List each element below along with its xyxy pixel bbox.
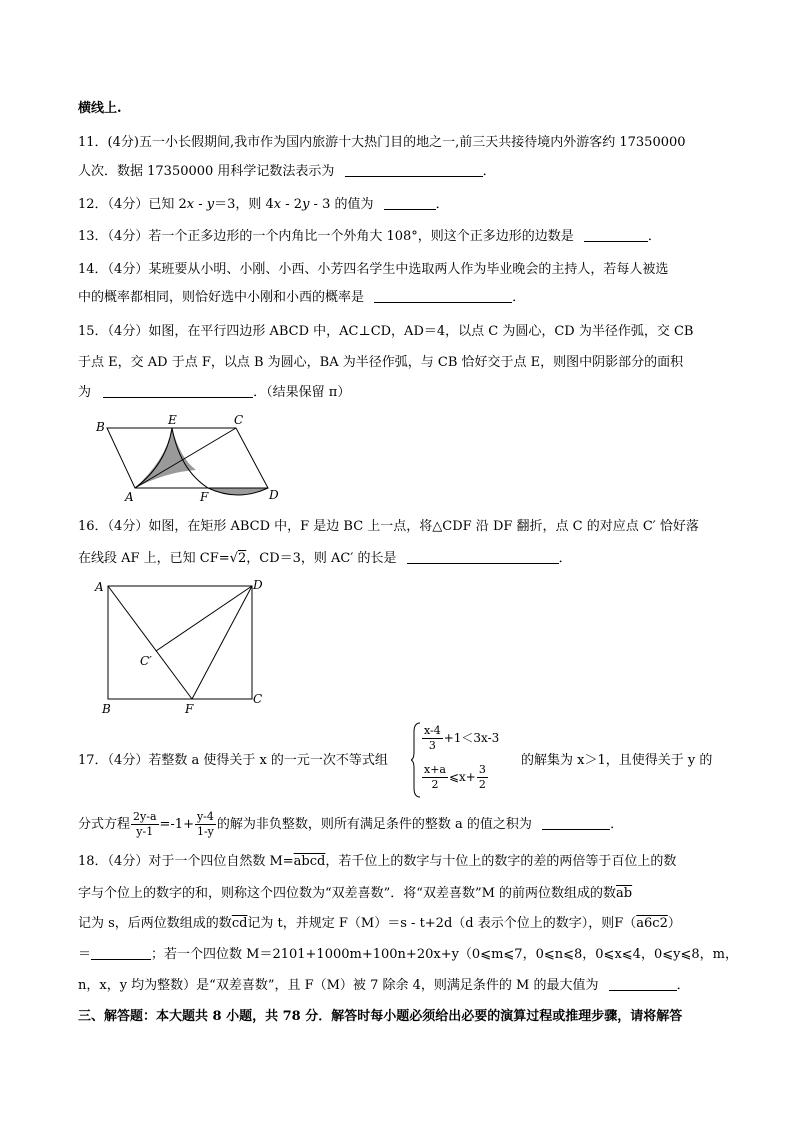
q18-ab: $\overline{ab}$ [616, 886, 633, 901]
q14-line2: 中的概率都相同，则恰好选中小刚和小西的概率是 ． [78, 290, 526, 305]
q17-ineq1-rest: +1＜3x-3 [443, 731, 500, 745]
q12-answer-blank [384, 196, 436, 210]
q11-text: 人次．数据 17350000 用科学记数法表示为 [78, 164, 335, 179]
q16-text-a: 在线段 AF 上，已知 CF= [78, 551, 230, 566]
q13-answer-blank [584, 228, 648, 242]
q11-line2: 人次．数据 17350000 用科学记数法表示为 ． [78, 164, 496, 179]
q18-line3 [78, 915, 681, 933]
q12-prefix: 12．（4分）已知 2 [78, 197, 187, 212]
q15-figure [90, 410, 290, 505]
q15-label-b: B [96, 420, 105, 434]
q15-diagonal-ac [135, 428, 236, 488]
q16-answer-blank [407, 550, 559, 564]
q17-f2-num: y-4 [196, 810, 214, 823]
q17-eq-mid: =-1+ [159, 817, 194, 832]
q16-line2: 在线段 AF 上，已知 CF=√2，CD＝3，则 AC′ 的长是 ． [78, 551, 572, 566]
q17-line2-post: 的解为非负整数，则所有满足条件的整数 a 的值之积为 [216, 817, 532, 832]
q18-line5-text: n，x，y 均为整数）是“双差喜数”，且 F（M）被 7 除余 4，则满足条件的 M 的最大值为 [78, 978, 599, 993]
q12-mid1: - [194, 197, 207, 212]
q17-suffix: 的解集为 x＞1，且使得关于 y 的 [521, 753, 713, 768]
q15-line2: 于点 E，交 AD 于点 F，以点 B 为圆心，BA 为半径作弧，与 CB 恰好交于点 E，则图中阴影部分的面积 [78, 355, 684, 370]
q18-line3a: 记为 s，后两位数组成的数 [78, 916, 232, 931]
q16-sqrt-value: 2 [237, 551, 247, 566]
q16-label-b: B [102, 702, 111, 716]
q16-label-a: A [95, 580, 104, 594]
q17-prefix: 17．（4分）若整数 a 使得关于 x 的一元一次不等式组 [78, 753, 388, 768]
q12-var-x: x [186, 197, 195, 212]
brace-icon [411, 722, 421, 798]
q17-line2-pre: 分式方程 [78, 817, 131, 832]
q15-line3 [78, 384, 350, 402]
q16-label-f: F [185, 702, 194, 716]
q17-line2: 分式方程 $\frac{2y-a}{y-1}$ =-1+ $\frac{y-4}{1-y}$ 的解为非负整数，则所有满足条件的整数 a 的值之积为 ． [78, 810, 624, 838]
q17-ineq2-mid: ⩽x+ [448, 770, 476, 784]
q12-suffix: - 3 的值为 [309, 197, 374, 212]
q11-answer-blank [345, 163, 483, 177]
q17-ineq2-num2: 3 [478, 763, 486, 776]
q18-cd: $\overline{cd}$ [231, 916, 248, 931]
q15-parallelogram [107, 428, 268, 488]
q15-label-a: A [125, 490, 134, 504]
q16-line-dc1 [156, 586, 252, 651]
q15-line1: 15．（4分）如图，在平行四边形 ABCD 中，AC⊥CD，AD＝4，以点 C 为圆心，CD 为半径作弧，交 CB [78, 324, 694, 339]
q17-f1-num: 2y-a [133, 810, 157, 823]
q16-line1: 16．（4分）如图，在矩形 ABCD 中，F 是边 BC 上一点，将△CDF 沿 DF 翻折，点 C 的对应点 C′ 恰好落 [78, 519, 699, 534]
q14-line1: 14．（4分）某班要从小明、小刚、小西、小芳四名学生中选取两人作为毕业晚会的主持人，若每人被选 [78, 262, 669, 277]
q17-answer-blank [542, 816, 610, 830]
q18-line2a: 字与个位上的数字的和，则称这个四位数为“双差喜数”．将“双差喜数”M 的前两位数组成的数 [78, 886, 617, 901]
q17-ineq2-den: 2 [431, 778, 439, 791]
q15-label-c: C [234, 413, 244, 427]
q17-ineq1-den: 3 [428, 739, 436, 752]
q12-line: 12．（4分）已知 2x - y＝3，则 4x - 2y - 3 的值为 ． [78, 197, 449, 212]
q17-ineq2-den2: 2 [478, 778, 486, 791]
section3-heading: 三、解答题：本大题共 8 小题，共 78 分．解答时每小题必须给出必要的演算过程或推理步骤，请将解答 [78, 1009, 683, 1024]
q18-line1b: ，若千位上的数字与十位上的数字的差的两倍等于百位上的数 [325, 854, 677, 869]
q15-label-d: D [269, 488, 279, 502]
q17-inequality-1 [421, 724, 499, 753]
q12-var-x2: x [273, 197, 282, 212]
q17-f1-den: y-1 [136, 825, 154, 838]
q15-text-a: 为 [78, 385, 92, 400]
q16-label-d: D [253, 578, 263, 592]
q18-line4 [78, 946, 738, 964]
q18-line1a: 18．（4分）对于一个四位自然数 M= [78, 854, 294, 869]
q18-F-close: ） [667, 916, 681, 931]
sqrt-icon: √ [229, 551, 238, 566]
q12-mid3: - 2 [281, 197, 303, 212]
q11-line1: 11．(4分)五一小长假期间,我市作为国内旅游十大热门目的地之一,前三天共接待境内外游客约 17350000 [78, 135, 686, 150]
q13-text: 13．（4分）若一个正多边形的一个内角比一个外角大 108°，则这个正多边形的边数是 [78, 229, 574, 244]
q18-line5: n，x，y 均为整数）是“双差喜数”，且 F（M）被 7 除余 4，则满足条件的 M 的最大值为 ． [78, 978, 690, 993]
q17-ineq1-num: x-4 [424, 724, 441, 737]
q18-a6c2: a6c2 [636, 916, 668, 931]
q18-F-open: F（ [614, 916, 637, 931]
q18-line3b: 记为 t，并规定 F（M）＝s - t+2d（d 表示个位上的数字），则 [247, 916, 615, 931]
q18-line2 [78, 885, 632, 903]
q16-text-b: ，CD＝3，则 AC′ 的长是 [246, 551, 397, 566]
q12-var-y: y [206, 197, 215, 212]
q18-line4b: ；若一个四位数 M＝2101+1000m+100n+20x+y（0⩽m⩽7，0⩽n⩽8，0⩽x⩽4，0⩽y⩽8，m， [151, 947, 738, 962]
q18-answer-blank-1 [91, 946, 151, 960]
q16-figure [90, 574, 280, 719]
q12-var-y2: y [302, 197, 310, 212]
q12-mid2: ＝3，则 4 [214, 197, 274, 212]
q13-line: 13．（4分）若一个正多边形的一个内角比一个外角大 108°，则这个正多边形的边数是 ． [78, 229, 661, 244]
q18-answer-blank-2 [609, 977, 677, 991]
q16-line-af [108, 586, 192, 699]
q18-abcd: abcd [293, 854, 326, 869]
q15-text-b: ．（结果保留 π） [253, 385, 351, 400]
q15-shade-left [135, 428, 196, 488]
q15-label-e: E [168, 413, 177, 427]
q15-label-f: F [200, 490, 209, 504]
q16-label-c1: C′ [140, 654, 152, 668]
q17-ineq2-num: x+a [424, 763, 446, 776]
q15-answer-blank [103, 384, 253, 398]
q17-f2-den: 1-y [196, 825, 214, 838]
q16-label-c: C [253, 692, 263, 706]
q14-text: 中的概率都相同，则恰好选中小刚和小西的概率是 [78, 290, 365, 305]
q14-answer-blank [374, 289, 512, 303]
q18-line1 [78, 853, 676, 871]
q18-line4a: ＝ [78, 947, 92, 962]
header-continuation: 横线上. [78, 101, 122, 116]
q17-inequality-2 [421, 763, 489, 792]
q16-line-df [192, 586, 252, 699]
